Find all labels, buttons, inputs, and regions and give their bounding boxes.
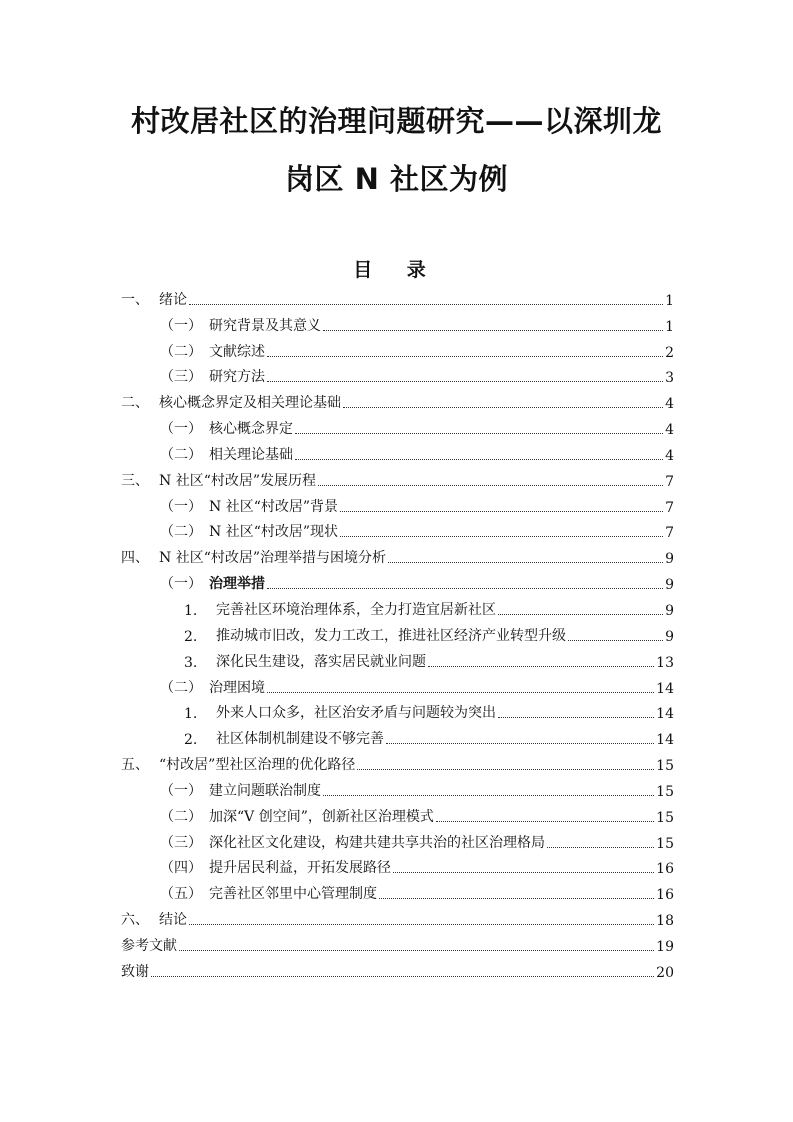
toc-entry-label: 结论 (159, 912, 187, 929)
toc-entry-label: 治理困境 (209, 679, 265, 696)
toc-entry[interactable] (121, 490, 674, 516)
toc-entry[interactable] (121, 774, 674, 800)
toc-entry-label: N 社区“村改居”发展历程 (159, 472, 317, 489)
toc-entry-page-number: 1 (665, 292, 674, 309)
toc-entry[interactable] (121, 929, 674, 955)
toc-entry[interactable] (121, 593, 674, 619)
toc-dot-leader (340, 536, 663, 537)
toc-entry-label: N 社区“村改居”现状 (209, 524, 339, 541)
toc-dot-leader (568, 640, 663, 641)
toc-entry-page-number: 15 (656, 809, 674, 826)
document-title-line-1: 村改居社区的治理问题研究——以深圳龙 (130, 104, 662, 138)
toc-entry-label: 外来人口众多，社区治安矛盾与问题较为突出 (216, 705, 496, 722)
toc-entry-label: N 社区“村改居”治理举措与困境分析 (159, 550, 387, 567)
toc-entry-page-number: 2 (665, 344, 674, 361)
toc-entry-page-number: 4 (665, 396, 674, 413)
toc-entry-label: 文献综述 (209, 343, 265, 360)
toc-entry-label: 完善社区环境治理体系，全力打造宜居新社区 (216, 601, 496, 618)
toc-dot-leader (267, 692, 654, 693)
toc-dot-leader (436, 821, 654, 822)
toc-entry-number: （一） (160, 498, 202, 515)
toc-dot-leader (151, 976, 654, 977)
toc-entry[interactable] (121, 800, 674, 826)
toc-dot-leader (323, 795, 654, 796)
toc-dot-leader (379, 898, 654, 899)
toc-entry-label: 相关理论基础 (209, 446, 293, 463)
toc-entry-page-number: 14 (656, 732, 674, 749)
toc-entry[interactable] (121, 541, 674, 567)
toc-entry-label: 完善社区邻里中心管理制度 (209, 886, 377, 903)
document-title-line-2: 岗区 N 社区为例 (285, 162, 508, 196)
toc-entry-page-number: 7 (665, 499, 674, 516)
toc-entry-number: （一） (160, 576, 202, 593)
toc-heading: 目 录 (353, 259, 440, 281)
toc-entry-page-number: 9 (665, 602, 674, 619)
toc-entry-page-number: 4 (665, 447, 674, 464)
toc-dot-leader (189, 304, 663, 305)
toc-dot-leader (498, 717, 654, 718)
toc-entry[interactable] (121, 283, 674, 309)
toc-entry-number: （二） (160, 808, 202, 825)
toc-entry[interactable] (121, 438, 674, 464)
toc-entry-number: 六、 (121, 912, 149, 929)
toc-dot-leader (295, 433, 663, 434)
toc-entry[interactable] (121, 645, 674, 671)
toc-entry-page-number: 9 (665, 628, 674, 645)
toc-entry-page-number: 1 (665, 318, 674, 335)
toc-entry-number: （一） (160, 782, 202, 799)
toc-entry-page-number: 15 (656, 783, 674, 800)
toc-entry[interactable] (121, 412, 674, 438)
toc-entry-number: 二、 (121, 395, 149, 412)
toc-entry-label: 绪论 (159, 291, 187, 308)
toc-entry-number: （二） (160, 524, 202, 541)
toc-entry-number: 一、 (121, 291, 149, 308)
toc-entry-label: 提升居民利益，开拓发展路径 (209, 860, 391, 877)
toc-entry-label: 社区体制机制建设不够完善 (216, 731, 384, 748)
toc-entry[interactable] (121, 748, 674, 774)
toc-entry-page-number: 3 (665, 370, 674, 387)
toc-entry-page-number: 9 (665, 551, 674, 568)
toc-entry-number: （二） (160, 679, 202, 696)
toc-dot-leader (267, 381, 663, 382)
toc-entry-label: 参考文献 (121, 937, 177, 954)
toc-entry-label: 治理举措 (209, 576, 265, 593)
toc-entry-label: N 社区“村改居”背景 (209, 498, 339, 515)
toc-dot-leader (498, 614, 663, 615)
toc-entry-number: （二） (160, 446, 202, 463)
toc-entry-label: 核心概念界定 (209, 421, 293, 438)
toc-dot-leader (343, 407, 663, 408)
toc-entry-number: （四） (160, 860, 202, 877)
toc-entry-label: 研究背景及其意义 (209, 317, 321, 334)
toc-dot-leader (428, 666, 654, 667)
toc-dot-leader (388, 562, 663, 563)
toc-entry[interactable] (121, 464, 674, 490)
toc-dot-leader (386, 743, 654, 744)
toc-dot-leader (295, 459, 663, 460)
toc-entry-number: 五、 (121, 757, 149, 774)
toc-entry[interactable] (121, 335, 674, 361)
toc-entry-page-number: 15 (656, 758, 674, 775)
toc-entry-number: （三） (160, 834, 202, 851)
toc-entry-page-number: 9 (665, 577, 674, 594)
toc-entry-label: 研究方法 (209, 369, 265, 386)
toc-entry[interactable] (121, 386, 674, 412)
toc-entry[interactable] (121, 309, 674, 335)
toc-entry[interactable] (121, 852, 674, 878)
toc-entry-page-number: 18 (656, 913, 674, 930)
toc-entry-page-number: 14 (656, 706, 674, 723)
toc-dot-leader (357, 769, 654, 770)
toc-dot-leader (267, 356, 663, 357)
toc-entry[interactable] (121, 361, 674, 387)
toc-entry-label: 致谢 (121, 963, 149, 980)
toc-entry[interactable] (121, 826, 674, 852)
toc-entry-number: （一） (160, 421, 202, 438)
toc-entry-label: 推动城市旧改，发力工改工，推进社区经济产业转型升级 (216, 627, 566, 644)
toc-dot-leader (179, 950, 654, 951)
toc-entry[interactable] (121, 955, 674, 981)
toc-entry-number: 1. (184, 706, 198, 723)
toc-entry-number: （三） (160, 369, 202, 386)
toc-entry-number: （五） (160, 886, 202, 903)
toc-entry[interactable] (121, 877, 674, 903)
toc-entry-number: 2. (184, 732, 198, 749)
toc-entry-label: 核心概念界定及相关理论基础 (159, 395, 341, 412)
toc-entry-page-number: 20 (656, 964, 674, 981)
toc-entry-label: 深化社区文化建设，构建共建共享共治的社区治理格局 (209, 834, 545, 851)
toc-entry-page-number: 16 (656, 861, 674, 878)
toc-entry-page-number: 19 (656, 938, 674, 955)
toc-entry-label: 深化民生建设，落实居民就业问题 (216, 653, 426, 670)
toc-entry[interactable] (121, 903, 674, 929)
toc-dot-leader (189, 924, 654, 925)
table-of-contents (121, 283, 674, 981)
toc-entry-label: 加深“V 创空间”，创新社区治理模式 (209, 808, 434, 825)
toc-entry-number: 四、 (121, 550, 149, 567)
toc-entry[interactable] (121, 722, 674, 748)
toc-entry[interactable] (121, 671, 674, 697)
toc-entry[interactable] (121, 516, 674, 542)
toc-entry-number: 三、 (121, 472, 149, 489)
toc-entry-page-number: 7 (665, 525, 674, 542)
toc-entry-label: “村改居”型社区治理的优化路径 (159, 757, 356, 774)
toc-entry-page-number: 4 (665, 422, 674, 439)
toc-entry-page-number: 14 (656, 680, 674, 697)
toc-entry-number: 3. (184, 654, 198, 671)
toc-entry-page-number: 16 (656, 887, 674, 904)
toc-entry-number: 2. (184, 628, 198, 645)
toc-entry-page-number: 7 (665, 473, 674, 490)
toc-entry[interactable] (121, 697, 674, 723)
toc-entry-number: （二） (160, 343, 202, 360)
toc-dot-leader (318, 485, 663, 486)
toc-dot-leader (393, 872, 654, 873)
toc-entry[interactable] (121, 567, 674, 593)
toc-entry-label: 建立问题联治制度 (209, 782, 321, 799)
toc-entry[interactable] (121, 619, 674, 645)
toc-entry-number: （一） (160, 317, 202, 334)
toc-entry-number: 1. (184, 602, 198, 619)
toc-dot-leader (547, 847, 654, 848)
toc-dot-leader (340, 511, 663, 512)
toc-dot-leader (323, 330, 663, 331)
toc-entry-page-number: 13 (656, 654, 674, 671)
toc-entry-page-number: 15 (656, 835, 674, 852)
toc-dot-leader (267, 588, 663, 589)
